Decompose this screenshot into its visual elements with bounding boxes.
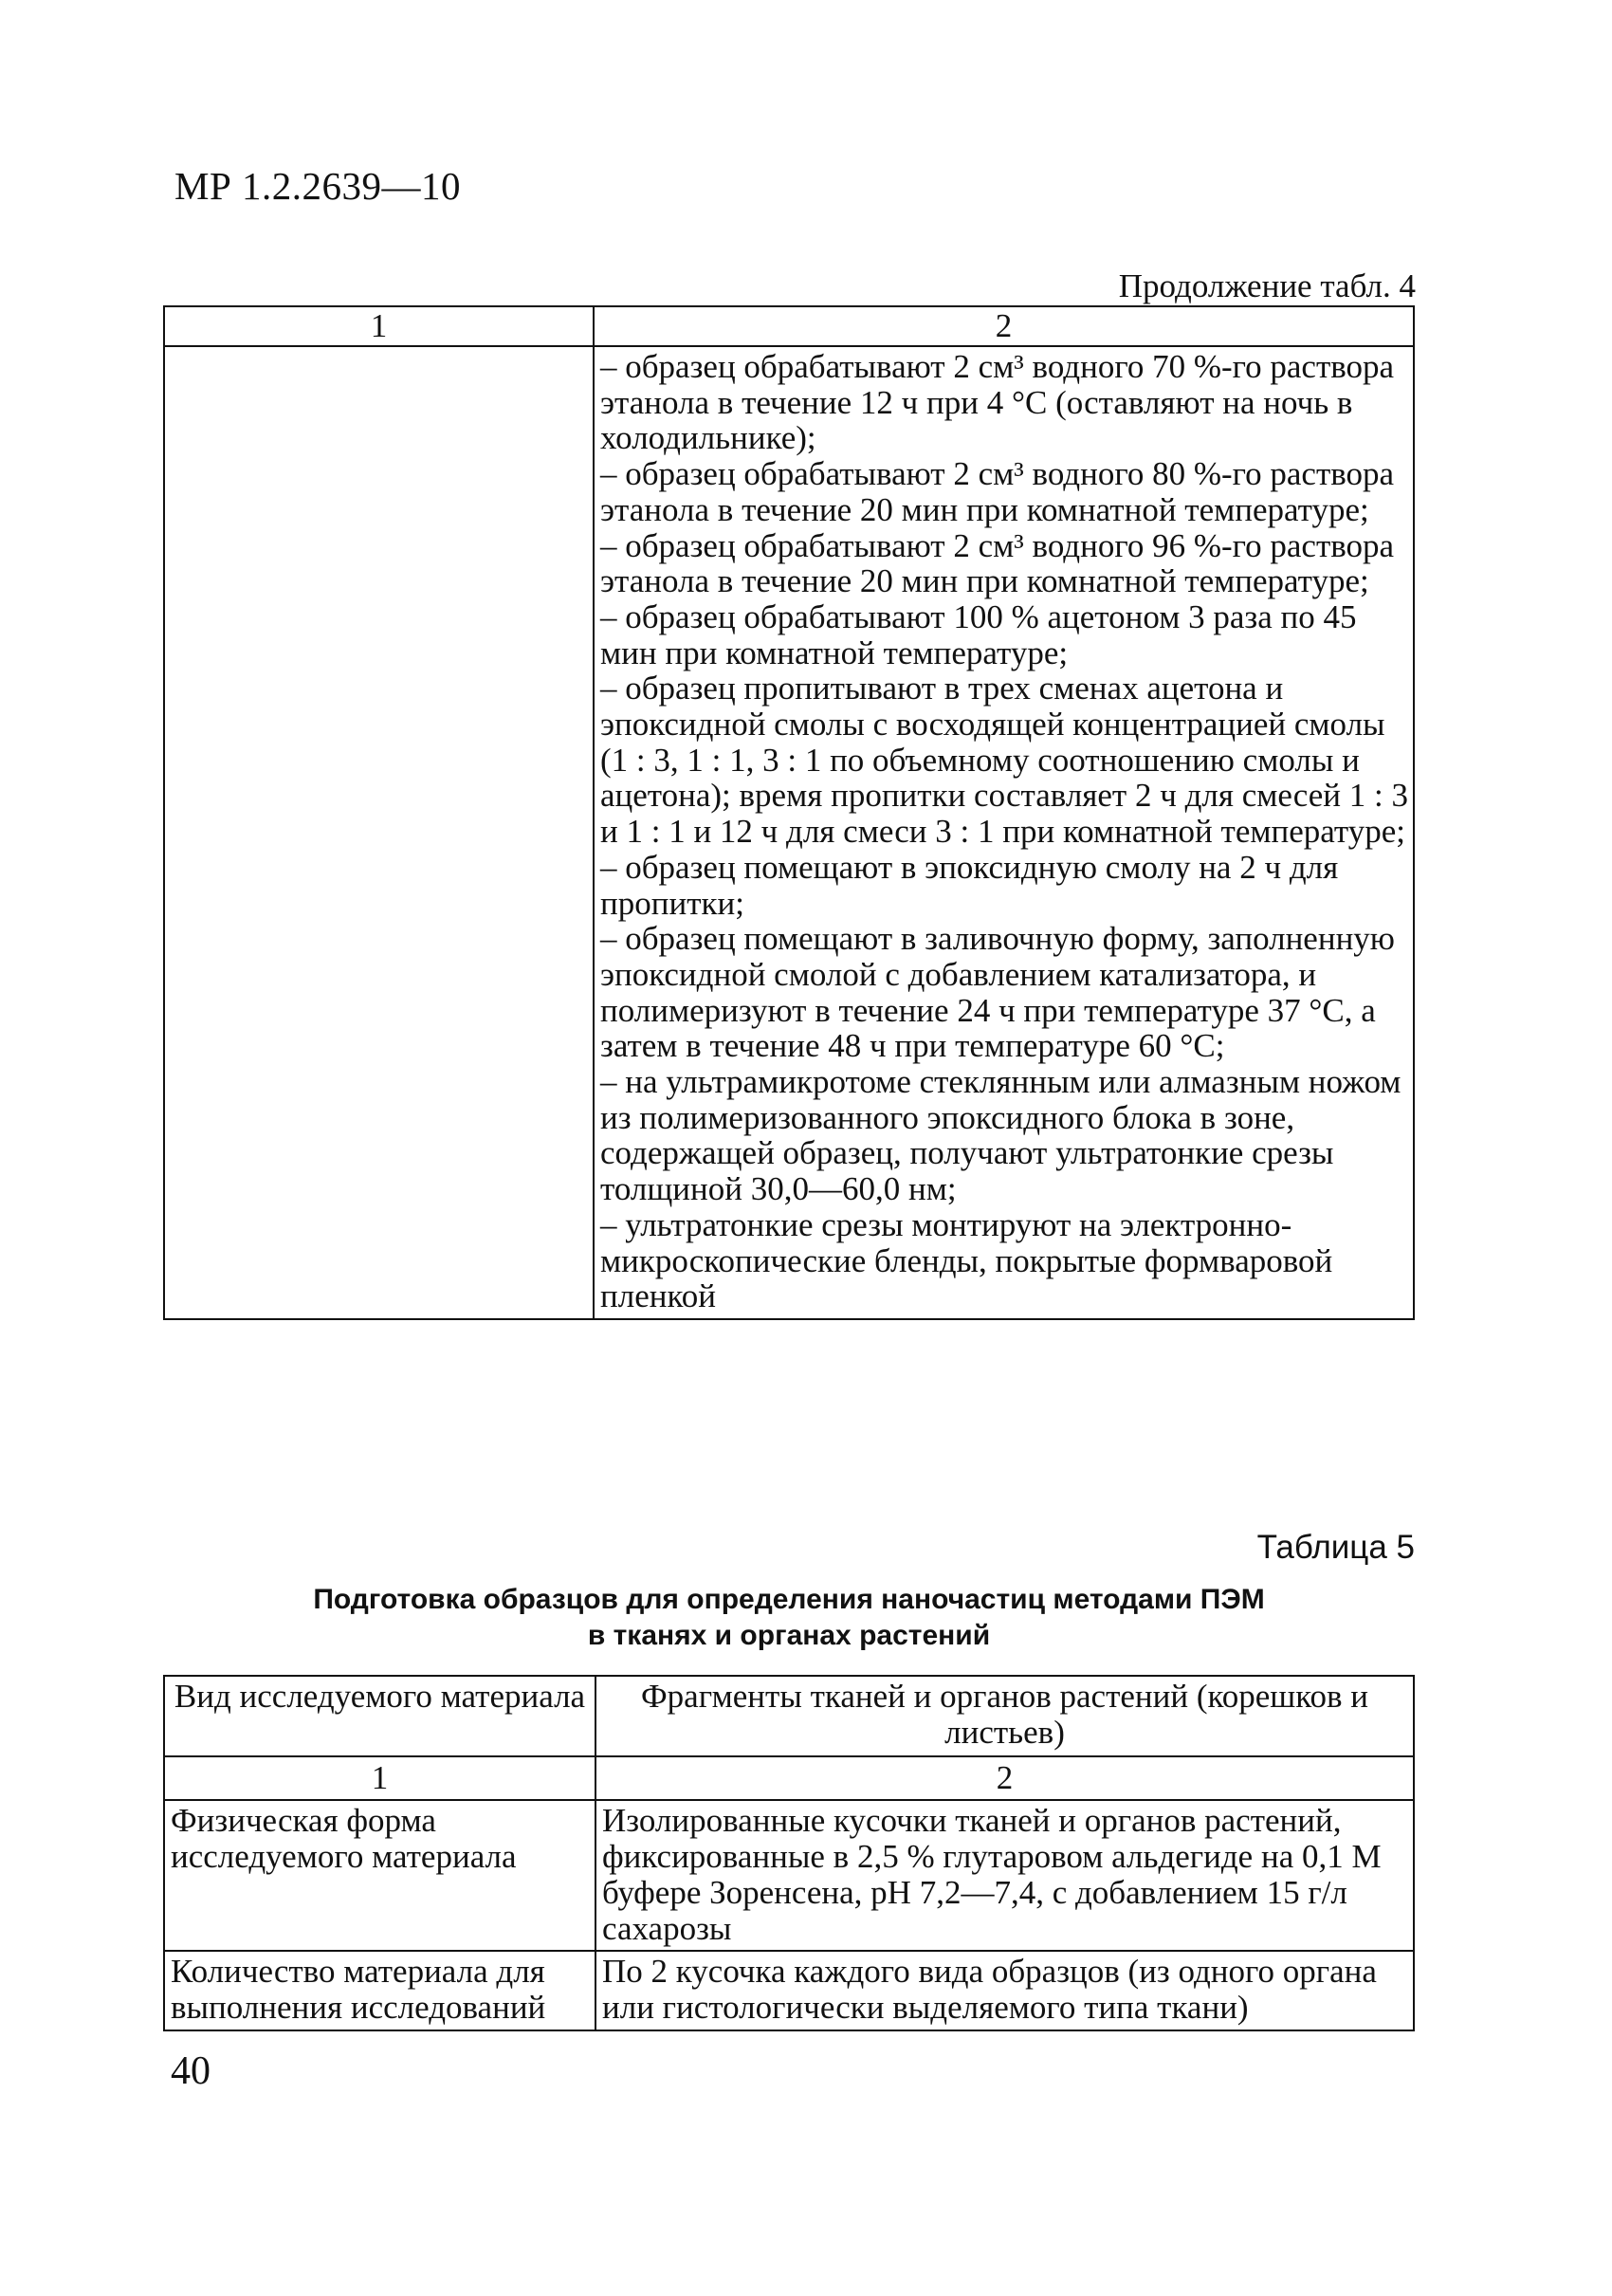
document-code: МР 1.2.2639—10 bbox=[174, 164, 462, 208]
table4-steps-cell bbox=[594, 346, 1414, 1319]
table4-content-row bbox=[164, 346, 1414, 1319]
page-number: 40 bbox=[171, 2049, 211, 2093]
table5 bbox=[163, 1675, 1415, 2031]
table5-header-left: Вид исследуемого материала bbox=[164, 1676, 595, 1756]
row-label: Физическая форма исследуемого материала bbox=[164, 1800, 595, 1951]
table4-continuation-label: Продолжение табл. 4 bbox=[1118, 267, 1416, 304]
step-item: – ультратонкие срезы монтируют на электронно-микроскопические бленды, покрытые формваровой пленкой bbox=[600, 1205, 1333, 1315]
table5-col2-number: 2 bbox=[595, 1756, 1414, 1800]
step-item: – образец обрабатывают 100 % ацетоном 3 раза по 45 мин при комнатной температуре; bbox=[600, 597, 1357, 671]
row-value: По 2 кусочка каждого вида образцов (из одного органа или гистологически выделяемого типа ткани) bbox=[595, 1951, 1414, 2030]
row-value: Изолированные кусочки тканей и органов растений, фиксированные в 2,5 % глутаровом альдегиде на 0,1 М буфере Зоренсена, рН 7,2—7,4, с добавлением 15 г/л сахарозы bbox=[595, 1800, 1414, 1951]
table5-title: Таблица 5 bbox=[1256, 1529, 1415, 1566]
table4-col1-number: 1 bbox=[164, 306, 594, 346]
step-item: – образец помещают в заливочную форму, заполненную эпоксидной смолой с добавлением катализатора, и полимеризуют в течение 24 ч при температуре 37 °С, а затем в течение 48 ч при температуре 60 °С; bbox=[600, 920, 1395, 1065]
table5-caption bbox=[163, 1582, 1415, 1654]
step-item: – образец обрабатывают 2 см³ водного 96 %-го раствора этанола в течение 20 мин при комнатной температуре; bbox=[600, 526, 1395, 600]
table5-header-row bbox=[164, 1676, 1414, 1756]
row-label: Количество материала для выполнения исследований bbox=[164, 1951, 595, 2030]
table5-header-right: Фрагменты тканей и органов растений (корешков и листьев) bbox=[595, 1676, 1414, 1756]
table4-empty-cell bbox=[164, 346, 594, 1319]
table5-col1-number: 1 bbox=[164, 1756, 595, 1800]
table-row bbox=[164, 1800, 1414, 1951]
step-item: – образец помещают в эпоксидную смолу на 2 ч для пропитки; bbox=[600, 848, 1339, 922]
step-item: – образец обрабатывают 2 см³ водного 70 %-го раствора этанола в течение 12 ч при 4 °С (оставляют на ночь в холодильнике); bbox=[600, 348, 1395, 457]
table4-col2-number: 2 bbox=[594, 306, 1414, 346]
step-item: – образец обрабатывают 2 см³ водного 80 %-го раствора этанола в течение 20 мин при комнатной температуре; bbox=[600, 455, 1395, 528]
step-item: – образец пропитывают в трех сменах ацетона и эпоксидной смолы с восходящей концентрацией смолы (1 : 3, 1 : 1, 3 : 1 по объемному соотношению смолы и ацетона); время пропитки составляет 2 ч для смесей 1 : 3 и 1 : 1 и 12 ч для смеси 3 : 1 при комнатной температуре; bbox=[600, 670, 1408, 851]
table4-number-row bbox=[164, 306, 1414, 346]
table5-number-row bbox=[164, 1756, 1414, 1800]
step-item: – на ультрамикротоме стеклянным или алмазным ножом из полимеризованного эпоксидного блока в зоне, содержащей образец, получают ультратонкие срезы толщиной 30,0—60,0 нм; bbox=[600, 1063, 1401, 1208]
table5-caption-line2: в тканях и органах растений bbox=[587, 1620, 991, 1651]
table5-caption-line1: Подготовка образцов для определения наночастиц методами ПЭМ bbox=[313, 1584, 1265, 1615]
table-row bbox=[164, 1951, 1414, 2030]
table4-continuation bbox=[163, 305, 1415, 1320]
